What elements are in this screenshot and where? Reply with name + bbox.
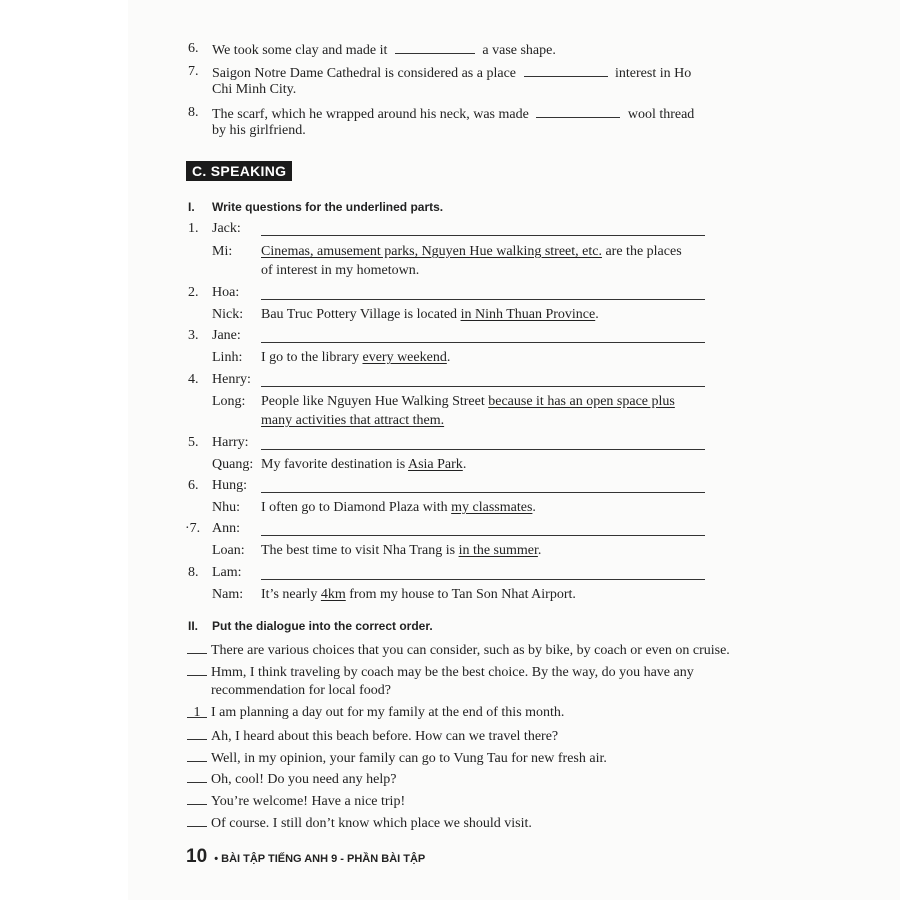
ordering-item [187, 791, 405, 811]
dialogue-number: 3. [188, 328, 199, 343]
dialogue-number: 6. [188, 478, 199, 493]
sentence-start: We took some clay and made it [212, 43, 388, 58]
question-blank[interactable] [261, 449, 705, 450]
speaker-answer: Mi: [212, 244, 233, 259]
order-blank[interactable] [187, 748, 207, 762]
underlined-part-cont: many activities that attract them. [261, 413, 445, 428]
dialogue-number: ·7. [185, 521, 201, 536]
item-number: 8. [188, 105, 199, 120]
answer-pre: People like Nguyen Hue Walking Street [261, 394, 489, 409]
ordering-text: Hmm, I think traveling by coach may be the best choice. By the way, do you have any [211, 665, 694, 680]
answer-pre: Bau Truc Pottery Village is located [261, 307, 461, 322]
sentence-end: wool thread [627, 107, 695, 122]
answer-text-cont: of interest in my hometown. [261, 263, 420, 278]
ordering-item [187, 662, 694, 682]
question-blank[interactable] [261, 299, 705, 300]
ordering-text: I am planning a day out for my family at the end of this month. [211, 705, 565, 720]
underlined-part: because it has an open space plus [488, 394, 675, 409]
book-title: BÀI TẬP TIẾNG ANH 9 - PHẦN BÀI TẬP [221, 853, 426, 865]
speaker-answer: Nam: [212, 587, 244, 602]
answer-text [261, 306, 599, 324]
speaker-question: Jane: [212, 328, 241, 343]
ordering-item [187, 704, 564, 722]
answer-post: . [446, 350, 451, 365]
answer-blank[interactable] [536, 104, 620, 118]
sentence-start: The scarf, which he wrapped around his neck, was made [212, 107, 529, 122]
answer-post: . [462, 457, 467, 472]
exercise-line [212, 63, 691, 83]
order-blank[interactable] [187, 640, 207, 654]
speaker-answer: Nick: [212, 307, 244, 322]
ordering-text: Well, in my opinion, your family can go to Vung Tau for new fresh air. [211, 751, 607, 766]
ordering-text: Of course. I still don’t know which place we should visit. [211, 816, 532, 831]
footer-bullet: • [214, 853, 219, 865]
answer-pre: I often go to Diamond Plaza with [261, 500, 452, 515]
order-blank[interactable] [187, 726, 207, 740]
exercise-line-cont: by his girlfriend. [212, 123, 306, 138]
part-number: I. [188, 200, 195, 214]
page-number: 10 [186, 846, 208, 867]
answer-post: . [595, 307, 599, 322]
question-blank[interactable] [261, 386, 705, 387]
dialogue-number: 2. [188, 285, 199, 300]
speaker-answer: Long: [212, 394, 246, 409]
question-blank[interactable] [261, 579, 705, 580]
answer-post: . [532, 500, 536, 515]
ordering-text: Ah, I heard about this beach before. How can we travel there? [211, 729, 559, 744]
answer-post: from my house to Tan Son Nhat Airport. [345, 587, 576, 602]
ordering-text: Oh, cool! Do you need any help? [211, 772, 397, 787]
question-blank[interactable] [261, 492, 705, 493]
answer-post: . [537, 543, 542, 558]
ordering-text-cont: recommendation for local food? [211, 683, 391, 698]
ordering-item [187, 726, 558, 746]
sentence-start: Saigon Notre Dame Cathedral is considered as a place [212, 66, 517, 81]
underlined-part: 4km [320, 587, 346, 602]
answer-blank[interactable] [395, 40, 475, 54]
ordering-item [187, 769, 396, 789]
ordering-item [187, 813, 532, 833]
part-heading: Put the dialogue into the correct order. [212, 619, 433, 633]
answer-pre: I go to the library [261, 350, 363, 365]
answer-text [261, 586, 576, 604]
page-footer [186, 846, 425, 868]
answer-text [261, 243, 682, 261]
speaker-question: Hung: [212, 478, 247, 493]
exercise-line [212, 40, 556, 60]
underlined-part: Asia Park [407, 457, 463, 472]
section-title: C. SPEAKING [186, 161, 292, 181]
underlined-part: in Ninh Thuan Province [460, 307, 596, 322]
item-number: 7. [188, 64, 199, 79]
sentence-end: a vase shape. [482, 43, 556, 58]
order-blank[interactable] [187, 662, 207, 676]
answer-pre: It’s nearly [261, 587, 321, 602]
answer-text [261, 349, 450, 367]
exercise-line [212, 104, 694, 124]
dialogue-number: 8. [188, 565, 199, 580]
answer-text [261, 393, 675, 411]
speaker-question: Ann: [212, 521, 240, 536]
ordering-item [187, 640, 730, 660]
underlined-part: every weekend [362, 350, 447, 365]
order-blank[interactable] [187, 791, 207, 805]
answer-blank[interactable] [524, 63, 608, 77]
answer-text [261, 499, 536, 517]
dialogue-number: 5. [188, 435, 199, 450]
ordering-text: There are various choices that you can consider, such as by bike, by coach or even on cruise. [211, 643, 730, 658]
speaker-answer: Linh: [212, 350, 243, 365]
underlined-part: Cinemas, amusement parks, Nguyen Hue walking street, etc. [261, 244, 602, 259]
speaker-question: Henry: [212, 372, 251, 387]
sentence-end: interest in Ho [615, 66, 692, 81]
part-number: II. [188, 619, 199, 633]
underlined-part: in the summer [458, 543, 538, 558]
part-heading: Write questions for the underlined parts. [212, 200, 444, 214]
dialogue-number: 1. [188, 221, 199, 236]
dialogue-number: 4. [188, 372, 199, 387]
ordering-text: You’re welcome! Have a nice trip! [211, 794, 406, 809]
item-number: 6. [188, 41, 199, 56]
question-blank[interactable] [261, 342, 705, 343]
speaker-question: Jack: [212, 221, 241, 236]
speaker-question: Harry: [212, 435, 249, 450]
question-blank[interactable] [261, 235, 705, 236]
exercise-line-cont: Chi Minh City. [212, 82, 297, 97]
speaker-question: Lam: [212, 565, 242, 580]
order-blank[interactable]: 1 [187, 704, 207, 718]
speaker-answer: Quang: [212, 457, 254, 472]
underlined-part: my classmates [451, 500, 533, 515]
answer-text [261, 456, 466, 474]
answer-pre: My favorite destination is [261, 457, 408, 472]
answer-text [261, 542, 541, 560]
answer-post: are the places [601, 244, 682, 259]
speaker-answer: Loan: [212, 543, 245, 558]
ordering-item [187, 748, 607, 768]
speaker-answer: Nhu: [212, 500, 240, 515]
order-blank[interactable] [187, 769, 207, 783]
question-blank[interactable] [261, 535, 705, 536]
speaker-question: Hoa: [212, 285, 240, 300]
order-blank[interactable] [187, 813, 207, 827]
answer-pre: The best time to visit Nha Trang is [261, 543, 459, 558]
